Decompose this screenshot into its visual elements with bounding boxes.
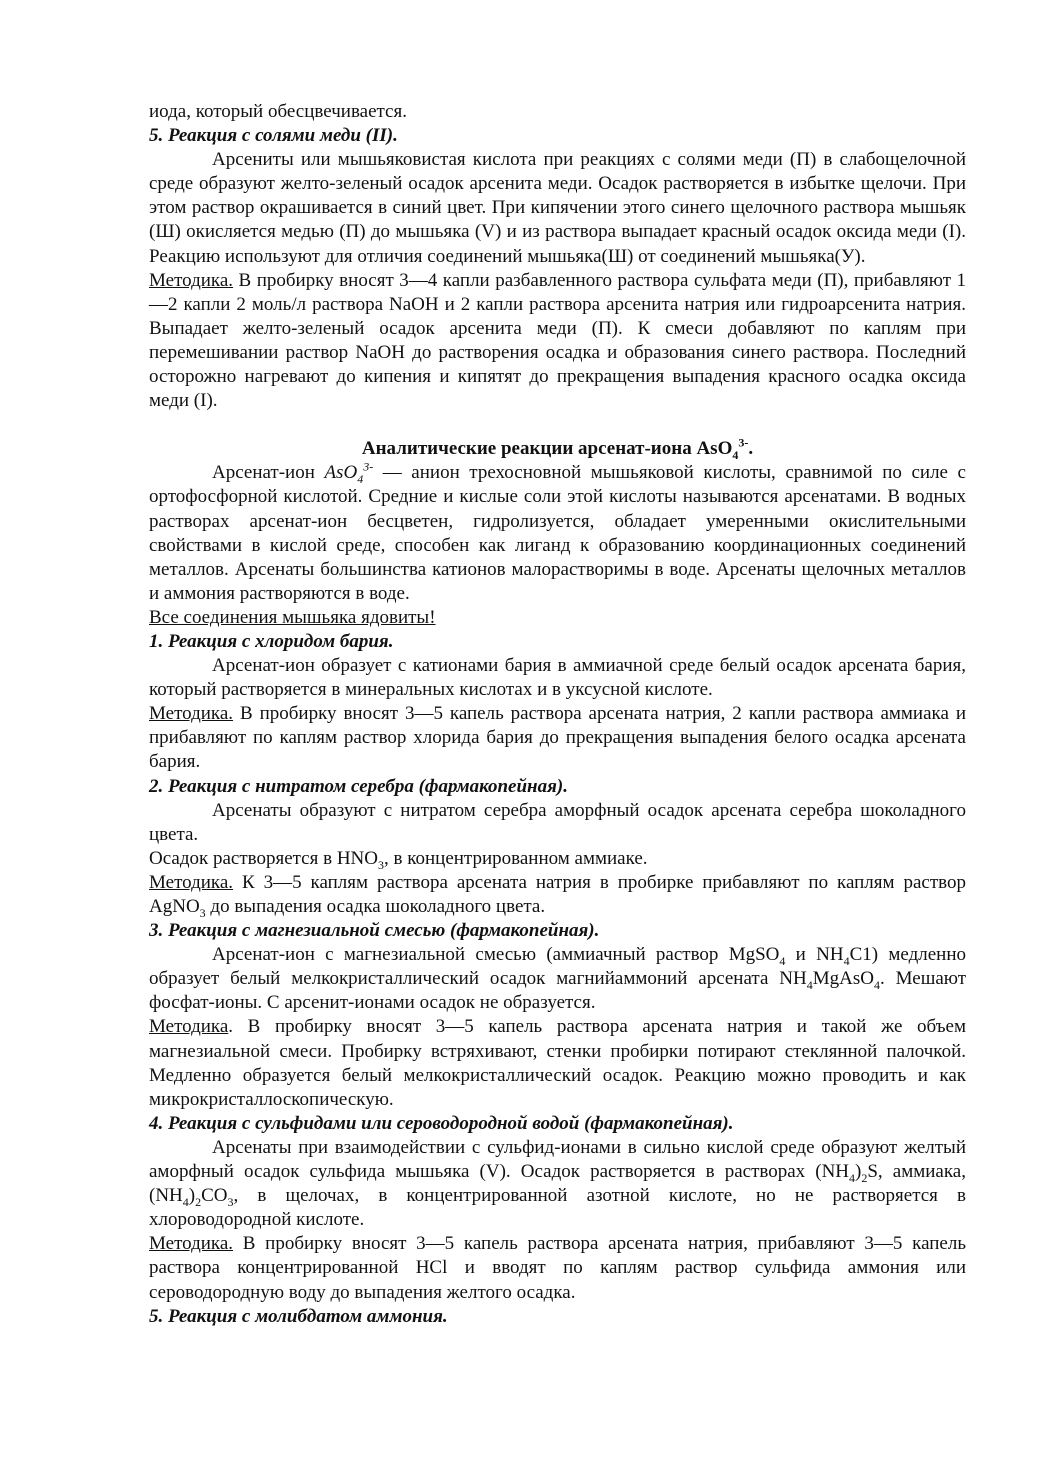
sub: 3 bbox=[199, 905, 206, 920]
sub: 4 bbox=[182, 1194, 189, 1209]
document-page bbox=[149, 100, 966, 1329]
method-label: Методика. bbox=[149, 871, 234, 893]
ion-sub: 4 bbox=[357, 472, 364, 487]
title-end: . bbox=[748, 438, 754, 460]
warning-line bbox=[149, 606, 966, 630]
paragraph bbox=[149, 461, 966, 606]
ion-formula bbox=[324, 459, 374, 487]
method-text: В пробирку вносят 3—4 капли разбавленного раствора сульфата меди (П), прибавляют 1—2 капли 2 моль/л раствора NaOH и 2 капли раствора арсенита натрия или гидроарсенита натрия. Выпадает желто-зеленый осадок арсенита меди (П). К смеси добавляют по каплям при перемешивании раствор NaOH до растворения осадка и образования синего раствора. Последний осторожно нагревают до кипения и кипятят до прекращения выпадения красного осадка оксида меди (I). bbox=[149, 269, 966, 412]
method-label: Методика. bbox=[149, 703, 234, 725]
text: Арсенат-ион bbox=[212, 462, 325, 484]
method-text: . В пробирку вносят 3—5 капель раствора арсената натрия и такой же объем магнезиальной смеси. Пробирку встряхивают, стенки пробирки потирают стеклянной палочкой. Медленно образуется белый мелкокристаллический осадок. Реакцию можно проводить и как микрокристаллоскопическую. bbox=[149, 1016, 966, 1110]
section-heading: 1. Реакция с хлоридом бария. bbox=[149, 630, 394, 652]
method-label: Методика. bbox=[149, 269, 234, 291]
method-text: В пробирку вносят 3—5 капель раствора арсената натрия, 2 капли раствора аммиака и прибавляют по каплям раствор хлорида бария до прекращения выпадения белого осадка арсената бария. bbox=[149, 703, 966, 773]
method-paragraph bbox=[149, 702, 966, 774]
paragraph: Арсениты или мышьяковистая кислота при реакциях с солями меди (П) в слабощелочной среде образуют желто-зеленый осадок арсенита меди. Осадок растворяется в избытке щелочи. При этом раствор окрашивается в синий цвет. При кипячении этого синего щелочного раствора мышьяк (Ш) окисляется медью (П) до мышьяка (V) и из раствора выпадает красный осадок оксида меди (I). Реакцию используют для отличия соединений мышьяка(Ш) от соединений мышьяка(У). bbox=[149, 149, 966, 267]
text: и NH bbox=[785, 944, 844, 966]
sub: 3 bbox=[378, 857, 384, 872]
text: CO bbox=[201, 1185, 228, 1207]
paragraph bbox=[149, 943, 966, 1015]
section-heading: 4. Реакция с сульфидами или сероводородной водой (фармакопейная). bbox=[149, 1112, 734, 1134]
method-text: В пробирку вносят 3—5 капель раствора арсената натрия, прибавляют 3—5 капель раствора концентрированной HCl и вводят по каплям раствор сульфида аммония или сероводородную воду до выпадения желтого осадка. bbox=[149, 1233, 966, 1303]
paragraph: Арсенаты образуют с нитратом серебра аморфный осадок арсената серебра шоколадного цвета. bbox=[149, 799, 966, 845]
text: C1) медленно образует белый мелкокристаллический осадок магнийаммоний арсената NH bbox=[149, 944, 966, 990]
text: Осадок растворяется в HNO bbox=[149, 847, 378, 869]
method-paragraph bbox=[149, 1015, 966, 1111]
section-heading: 2. Реакция с нитратом серебра (фармакопейная). bbox=[149, 775, 568, 797]
method-label: Методика. bbox=[149, 1233, 234, 1255]
title-text: Аналитические реакции арсенат-иона AsO bbox=[361, 438, 733, 460]
warning-text: Все соединения мышьяка ядовиты! bbox=[149, 606, 436, 628]
title-sub: 4 bbox=[732, 448, 739, 463]
section-heading: 3. Реакция с магнезиальной смесью (фармакопейная). bbox=[149, 920, 600, 942]
text: ) bbox=[855, 1161, 862, 1183]
text: S, аммиака, (NH bbox=[149, 1161, 966, 1207]
text-line: иода, который обесцвечивается. bbox=[149, 101, 407, 122]
text: , в концентрированном аммиаке. bbox=[384, 847, 648, 869]
ion-text: AsO bbox=[324, 462, 358, 484]
section-heading: 5. Реакция с солями меди (II). bbox=[149, 125, 398, 147]
text: , в щелочах, в концентрированной азотной кислоте, но не растворяется в хлороводородной кислоте. bbox=[149, 1185, 966, 1231]
title-sup: 3- bbox=[738, 435, 749, 450]
paragraph: Арсенат-ион образует с катионами бария в аммиачной среде белый осадок арсената бария, который растворяется в минеральных кислотах и в уксусной кислоте. bbox=[149, 655, 966, 701]
text: — анион трехосновной мышьяковой кислоты, сравнимой по силе с ортофосфорной кислотой. Средние и кислые соли этой кислоты называются арсенатами. В водных растворах арсенат-ион бесцветен, гидролизуется, обладает умеренными окислительными свойствами в кислой среде, способен как лиганд к образованию координационных соединений металлов. Арсенаты большинства катионов малорастворимы в воде. Арсенаты щелочных металлов и аммония растворяются в воде. bbox=[149, 462, 966, 604]
paragraph bbox=[149, 1136, 966, 1232]
text: MgAsO bbox=[812, 968, 874, 990]
section-title bbox=[149, 437, 966, 461]
method-paragraph bbox=[149, 871, 966, 919]
method-paragraph bbox=[149, 1232, 966, 1304]
section-heading: 5. Реакция с молибдатом аммония. bbox=[149, 1305, 448, 1327]
method-paragraph bbox=[149, 269, 966, 414]
method-text: до выпадения осадка шоколадного цвета. bbox=[205, 896, 546, 917]
method-text: К 3—5 каплям раствора арсената натрия в пробирке прибавляют по каплям раствор AgNO bbox=[149, 871, 966, 917]
text: Арсенат-ион с магнезиальной смесью (аммиачный раствор MgSO bbox=[212, 944, 780, 966]
sub: 3 bbox=[227, 1194, 234, 1209]
sub: 2 bbox=[195, 1194, 202, 1209]
text: . Мешают фосфат-ионы. С арсенит-ионами осадок не образуется. bbox=[149, 968, 967, 1014]
method-label: Методика bbox=[149, 1016, 229, 1038]
sub: 4 bbox=[873, 978, 880, 993]
paragraph bbox=[149, 847, 966, 871]
sub: 4 bbox=[806, 978, 813, 993]
text: Арсенаты при взаимодействии с сульфид-ионами в сильно кислой среде образуют желтый аморфный осадок сульфида мышьяка (V). Осадок растворяется в растворах (NH bbox=[149, 1136, 966, 1183]
sub: 4 bbox=[843, 953, 850, 968]
sub: 2 bbox=[861, 1170, 868, 1185]
sub: 4 bbox=[849, 1170, 856, 1185]
text: ) bbox=[188, 1185, 196, 1207]
ion-sup: 3- bbox=[363, 459, 374, 474]
sub: 4 bbox=[779, 953, 786, 968]
